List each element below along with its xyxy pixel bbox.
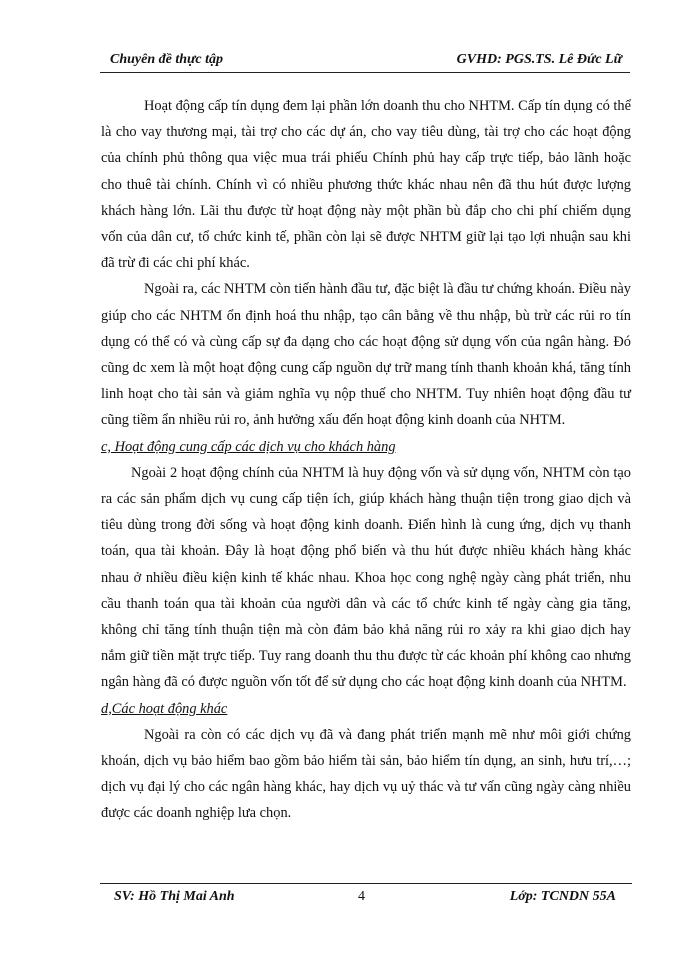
document-body <box>101 93 631 827</box>
page-footer <box>100 883 632 914</box>
header-supervisor: GVHD: PGS.TS. Lê Đức Lữ <box>456 52 622 67</box>
footer-student-name: SV: Hồ Thị Mai Anh <box>114 889 235 904</box>
section-heading-d: d,Các hoạt động khác <box>101 700 228 717</box>
page-header <box>100 50 630 73</box>
paragraph-customer-services: Ngoài 2 hoạt động chính của NHTM là huy động vốn và sử dụng vốn, NHTM còn tạo ra các sản phẩm dịch vụ cung cấp tiện ích, giúp khách hàng thuận tiện trong giao dịch và tiêu dùng trong đời sống và hoạt động kinh doanh. Điển hình là cung ứng, dịch vụ thanh toán, qua tài khoản. Đây là hoạt động phổ biến và thu hút được nhiều khách hàng khác nhau ở nhiều điều kiện kinh tế khác nhau. Khoa học cong nghệ ngày càng phát triển, nhu cầu thanh toán qua tài khoản của người dân và các tổ chức kinh tế ngày càng gia tăng, không chỉ tăng tính thuận tiện mà còn đảm bảo khả năng rủi ro xảy ra khi giao dịch hay nắm giữ tiền mặt trực tiếp. Tuy rang doanh thu thu được từ các khoản phí không cao nhưng ngân hàng đã có được nguồn vốn tốt để sử dụng cho các hoạt động kinh doanh của NHTM. <box>101 464 631 691</box>
section-heading-c: c, Hoạt động cung cấp các dịch vụ cho khách hàng <box>101 438 396 455</box>
footer-class: Lớp: TCNDN 55A <box>509 889 616 904</box>
footer-page-number: 4 <box>358 889 365 904</box>
paragraph-other-activities: Ngoài ra còn có các dịch vụ đã và đang phát triển mạnh mẽ như môi giới chứng khoán, dịch vụ bảo hiểm bao gồm bảo hiểm tài sản, bảo hiểm tín dụng, an sinh, hưu trí,…; dịch vụ đại lý cho các ngân hàng khác, hay dịch vụ uỷ thác và tư vấn cũng ngày càng nhiều được các doanh nghiệp lưa chọn. <box>101 726 631 822</box>
paragraph-credit-activities: Hoạt động cấp tín dụng đem lại phần lớn doanh thu cho NHTM. Cấp tín dụng có thể là cho vay thương mại, tài trợ cho các dự án, cho vay tiêu dùng, tài trợ cho các hoạt động của chính phủ thông qua việc mua trái phiếu Chính phủ hay cấp trực tiếp, bảo lãnh hoặc cho thuê tài chính. Chính vì có nhiều phương thức khác nhau nên đã thu hút được lượng khách hàng lớn. Lãi thu được từ hoạt động này một phần bù đắp cho chi phí chiếm dụng vốn của dân cư, tổ chức kinh tế, phần còn lại sẽ được NHTM giữ lại tạo lợi nhuận sau khi đã trừ đi các chi phí khác. <box>101 98 631 272</box>
header-document-title: Chuyên đề thực tập <box>110 52 224 67</box>
paragraph-investment-activities: Ngoài ra, các NHTM còn tiến hành đầu tư, đặc biệt là đầu tư chứng khoán. Điều này giúp cho các NHTM ổn định hoá thu nhập, tạo cân bằng về thu nhập, bù trừ các rủi ro tín dụng có thể có và cùng cấp sự đa dạng cho các hoạt động sử dụng vốn của ngân hàng. Đó cũng dc xem là một hoạt động cung cấp nguồn dự trữ mang tính thanh khoản khá, tăng tính linh hoạt cho tài sản và giảm nghĩa vụ nộp thuế cho NHTM. Tuy nhiên hoạt động đầu tư cũng tiềm ẩn nhiều rủi ro, ảnh hưởng xấu đến hoạt động kinh doanh của NHTM. <box>101 281 631 429</box>
